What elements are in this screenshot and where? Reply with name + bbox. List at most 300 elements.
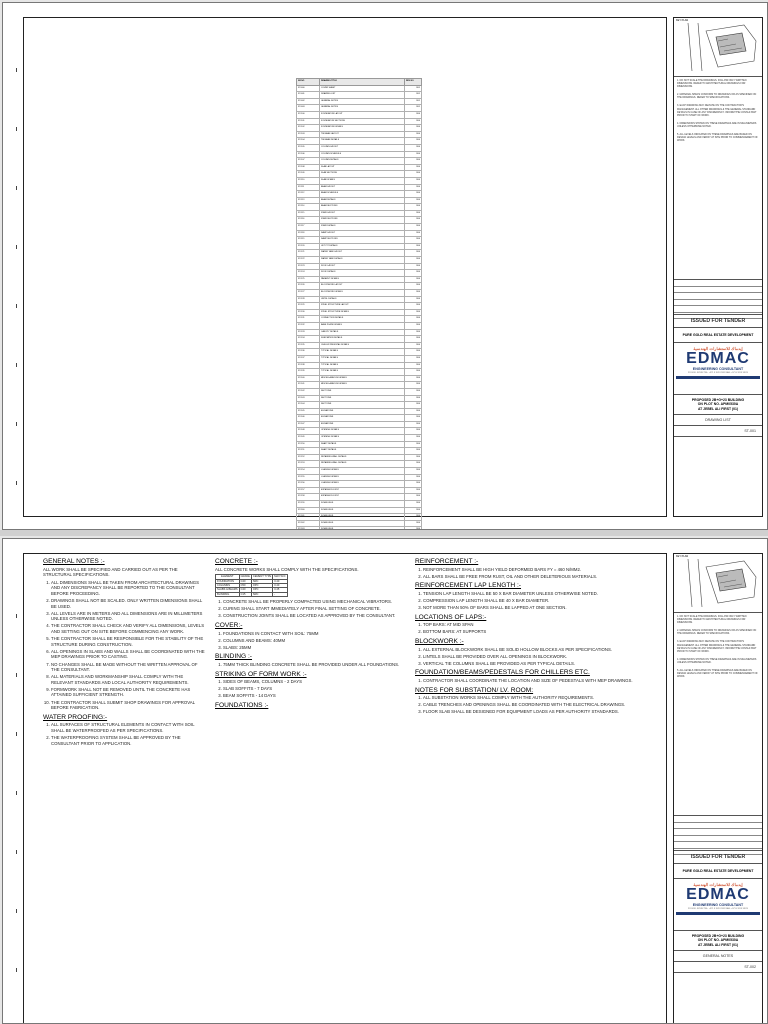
drawing-title-cell: WATER TANK LAYOUT: [320, 250, 405, 257]
table-row: [297, 224, 422, 231]
list-item: 2. ALL BARS SHALL BE FREE FROM RUST, OIL AND OTHER DELETERIOUS MATERIALS.: [423, 574, 661, 580]
drawing-title-cell: STAIR DETAILS: [320, 224, 405, 231]
drawing-list-body: [297, 85, 422, 530]
list-item: 2. COLUMNS AND BEAMS: 40MM: [223, 638, 403, 644]
water-proofing-list: [43, 722, 205, 746]
rev-no-cell: R00: [405, 263, 422, 270]
header-drawing-title: DRAWING TITLE: [320, 79, 405, 86]
drawing-title-cell: FOUNDATION SECTIONS: [320, 118, 405, 125]
drawing-title-cell: TIE BEAM DETAILS: [320, 138, 405, 145]
sr-no-cell: ST-113: [297, 197, 320, 204]
pedestals-list: [415, 678, 661, 684]
table-row: [297, 197, 422, 204]
sr-no-cell: ST-139: [297, 369, 320, 376]
table-cell: -: [273, 592, 287, 596]
drawing-title-cell: RETAINING WALL DETAILS: [320, 454, 405, 461]
table-cell: MAX W/C: [274, 575, 286, 579]
rev-no-cell: R00: [405, 276, 422, 283]
logo-bar: [676, 912, 760, 915]
table-row: [297, 408, 422, 415]
table-row: [297, 388, 422, 395]
list-item: 7. NO CHANGES SHALL BE MADE WITHOUT THE WRITTEN APPROVAL OF THE CONSULTANT.: [51, 662, 205, 673]
rev-no-cell: R00: [405, 316, 422, 323]
sr-no-cell: ST-147: [297, 421, 320, 428]
table-row: [297, 303, 422, 310]
sr-no-cell: ST-100: [297, 111, 320, 118]
sr-no-cell: ST-119: [297, 237, 320, 244]
sr-no-cell: ST-159: [297, 501, 320, 508]
drawing-title-cell: PARAPET DETAILS: [320, 276, 405, 283]
key-plan-label: KEY PLAN: [676, 555, 689, 558]
rev-no-cell: R00: [405, 296, 422, 303]
drawing-title-cell: SECTIONS: [320, 388, 405, 395]
blinding-heading: BLINDING :-: [215, 653, 253, 661]
table-cell: C50: [239, 584, 251, 588]
rev-no-cell: R00: [405, 309, 422, 316]
cover-list: [215, 631, 403, 651]
sr-no-cell: ST-141: [297, 382, 320, 389]
sr-no-cell: ST-112: [297, 191, 320, 198]
rev-no-cell: R00: [405, 111, 422, 118]
rev-no-cell: R00: [405, 191, 422, 198]
table-row: [297, 494, 422, 501]
sr-no-cell: ST-140: [297, 375, 320, 382]
table-row: [297, 92, 422, 99]
drawing-title: DRAWING LIST: [674, 415, 762, 426]
header-sr-no: SR.NO: [297, 79, 320, 86]
water-proofing-heading: WATER PROOFING:-: [43, 713, 108, 721]
note-4: 4. DIMENSIONS SHOWN ON THESE DRAWINGS ARE IN MILLIMETERS UNLESS OTHERWISE NOTED.: [677, 657, 757, 664]
table-row: [297, 487, 422, 494]
rev-no-cell: R00: [405, 243, 422, 250]
sr-no-cell: ST-120: [297, 243, 320, 250]
drawing-title-cell: ROOF LAYOUT: [320, 263, 405, 270]
note-5: 5. ALL LEVELS INDICATED ON THESE DRAWINGS ARE BASED ON DESIGN LEVELS AND VERIFY AT SITE PRIOR TO COMMENCEMENT OF WORK.: [677, 669, 758, 679]
sr-no-cell: ST-151: [297, 448, 320, 455]
concrete-list: [215, 599, 403, 619]
logo-name: EDMAC: [686, 350, 750, 367]
revision-table: [674, 280, 762, 315]
table-row: [297, 191, 422, 198]
table-cell: 0.45: [273, 588, 287, 592]
list-item: 3. CONSTRUCTION JOINTS SHALL BE LOCATED AS APPROVED BY THE CONSULTANT.: [223, 613, 403, 619]
concrete-intro: ALL CONCRETE WORKS SHALL COMPLY WITH THE SPECIFICATIONS.: [215, 566, 359, 572]
title-block-notes: [674, 77, 762, 280]
list-item: 2. DRAWINGS SHALL NOT BE SCALED. ONLY WRITTEN DIMENSIONS SHALL BE USED.: [51, 598, 205, 609]
project-line-2: ON PLOT NO. APM0530A: [697, 402, 739, 407]
rev-no-cell: R00: [405, 237, 422, 244]
rev-no-cell: R00: [405, 514, 422, 521]
rev-no-cell: R00: [405, 501, 422, 508]
sr-no-cell: ST-000: [297, 85, 320, 92]
drawing-sheet-1: [2, 2, 768, 530]
sr-no-cell: ST-149: [297, 435, 320, 442]
sr-no-cell: ST-108: [297, 164, 320, 171]
drawing-title-cell: SHAFT DETAILS: [320, 441, 405, 448]
revision-table: [674, 816, 762, 851]
sr-no-cell: ST-003: [297, 105, 320, 112]
issue-status: ISSUED FOR TENDER: [674, 851, 762, 864]
registration-marks: [16, 559, 22, 1024]
drawing-title-cell: STAIR LAYOUT: [320, 210, 405, 217]
list-item: 3. BEAM SOFFITS - 14 DAYS: [223, 693, 403, 699]
table-row: [297, 230, 422, 237]
rev-no-cell: R01: [405, 105, 422, 112]
list-item: 2. CABLE TRENCHES AND OPENINGS SHALL BE COORDINATED WITH THE ELECTRICAL DRAWINGS.: [423, 702, 661, 708]
lap-locations-list: [415, 622, 661, 635]
sr-no-cell: ST-115: [297, 210, 320, 217]
list-item: 3. ALL LEVELS ARE IN METERS AND ALL DIMENSIONS ARE IN MILLIMETERS UNLESS OTHERWISE NOTED.: [51, 611, 205, 622]
sr-no-cell: ST-110: [297, 177, 320, 184]
project-title: [674, 395, 762, 415]
table-row: [297, 243, 422, 250]
general-notes-list: [43, 580, 205, 711]
sr-no-cell: ST-104: [297, 138, 320, 145]
list-item: 1. TOP BARS: AT MID SPAN: [423, 622, 661, 628]
table-cell: GRADE: [240, 575, 250, 579]
drawing-title-cell: CHILLER PEDESTAL DETAILS: [320, 342, 405, 349]
header-rev-no: REV NO: [405, 79, 422, 86]
sr-no-cell: ST-128: [297, 296, 320, 303]
drawing-title-cell: STAIR SECTIONS: [320, 217, 405, 224]
table-cell: C40: [239, 588, 251, 592]
sr-no-cell: ST-129: [297, 303, 320, 310]
concrete-column: [215, 555, 403, 711]
drawing-title-cell: SHAFT DETAILS: [320, 448, 405, 455]
drawing-title-cell: SECTIONS: [320, 402, 405, 409]
drawing-title-cell: BEAM DETAILS: [320, 197, 405, 204]
drawing-title-cell: LIFT PIT DETAILS: [320, 243, 405, 250]
table-row: [297, 428, 422, 435]
sr-no-cell: ST-153: [297, 461, 320, 468]
table-row: [297, 382, 422, 389]
rev-no-cell: R00: [405, 171, 422, 178]
note-1: 1. DO NOT SCALE THE DRAWINGS. FOLLOW ONLY WRITTEN DIMENSIONS. REFER TO ARCHITECTURAL DRAWINGS FOR DIMENSIONS.: [677, 615, 747, 625]
sr-no-cell: ST-138: [297, 362, 320, 369]
striking-heading: STRIKING OF FORM WORK :-: [215, 670, 307, 678]
drawing-title-cell: LOADING DETAILS: [320, 481, 405, 488]
substation-heading: NOTES FOR SUBSTATION/ LV. ROOM:: [415, 686, 534, 694]
sr-no-cell: ST-111: [297, 184, 320, 191]
sr-no-cell: ST-156: [297, 481, 320, 488]
rev-no-cell: R00: [405, 520, 422, 527]
table-row: [297, 309, 422, 316]
table-cell: 0.40: [273, 584, 287, 588]
list-item: 1. FOUNDATIONS IN CONTACT WITH SOIL: 75MM: [223, 631, 403, 637]
substation-list: [415, 695, 661, 715]
logo-contact: PO BOX: XXXXX TEL: +971 X XXX XXXX FAX: +971 X XXX XXXX: [688, 372, 748, 374]
striking-list: [215, 679, 403, 699]
table-row: [297, 111, 422, 118]
rev-no-cell: R00: [405, 408, 422, 415]
table-row: [297, 118, 422, 125]
drawing-frame: [23, 17, 667, 524]
drawing-title-cell: SCHEDULES: [320, 507, 405, 514]
table-row: [297, 125, 422, 132]
list-item: 1. ALL DIMENSIONS SHALL BE TAKEN FROM ARCHITECTURAL DRAWINGS AND ANY DISCREPANCY SHALL BE REPORTED TO THE CONSULTANT BEFORE PROCEEDING.: [51, 580, 205, 597]
sr-no-cell: ST-109: [297, 171, 320, 178]
drawing-title-cell: ELEVATIONS: [320, 408, 405, 415]
table-row: [297, 184, 422, 191]
rev-no-cell: R00: [405, 177, 422, 184]
sr-no-cell: ST-114: [297, 204, 320, 211]
sr-no-cell: ST-134: [297, 336, 320, 343]
list-item: 3. SLABS: 25MM: [223, 645, 403, 651]
table-cell: SRC: [251, 592, 272, 596]
logo-subtitle: ENGINEERING CONSULTANT: [692, 367, 744, 371]
table-row: [297, 177, 422, 184]
sr-no-cell: ST-118: [297, 230, 320, 237]
table-row: [297, 375, 422, 382]
list-item: 1. REINFORCEMENT SHALL BE HIGH YIELD DEFORMED BARS FY = 460 N/MM2.: [423, 567, 661, 573]
sr-no-cell: ST-131: [297, 316, 320, 323]
list-item: 1. CONTRACTOR SHALL COORDINATE THE LOCATION AND SIZE OF PEDESTALS WITH MEP DRAWINGS.: [423, 678, 661, 684]
sr-no-cell: ST-117: [297, 224, 320, 231]
drawing-list-table: [296, 78, 422, 530]
table-row: [297, 441, 422, 448]
drawing-title-cell: LOADING DETAILS: [320, 474, 405, 481]
drawing-title-cell: RAMP LAYOUT: [320, 230, 405, 237]
logo-contact: PO BOX: XXXXX TEL: +971 X XXX XXXX FAX: +971 X XXX XXXX: [688, 908, 748, 910]
table-row: [297, 257, 422, 264]
blinding-list: [215, 662, 403, 668]
rev-no-cell: R00: [405, 474, 422, 481]
drawing-title-cell: MISCELLANEOUS DETAILS: [320, 375, 405, 382]
table-cell: CEMENT TYPE: [252, 575, 272, 579]
rev-no-cell: R00: [405, 151, 422, 158]
rev-no-cell: R01: [405, 98, 422, 105]
sr-no-cell: ST-106: [297, 151, 320, 158]
key-plan: [674, 18, 762, 77]
rev-no-cell: R00: [405, 230, 422, 237]
sr-no-cell: ST-127: [297, 290, 320, 297]
rev-no-cell: R00: [405, 131, 422, 138]
blockwork-heading: BLOCKWORK :-: [415, 637, 464, 645]
general-notes-column: [43, 555, 205, 748]
rev-no-cell: R00: [405, 507, 422, 514]
sr-no-cell: ST-132: [297, 322, 320, 329]
drawing-title-cell: COLUMN LAYOUT: [320, 144, 405, 151]
general-notes-intro: ALL WORK SHALL BE SPECIFIED AND CARRIED OUT AS PER THE STRUCTURAL SPECIFICATIONS.: [43, 566, 178, 578]
rev-no-cell: R00: [405, 369, 422, 376]
drawing-title-cell: EXPANSION JOINT: [320, 494, 405, 501]
table-row: [297, 395, 422, 402]
table-row: [297, 158, 422, 165]
table-row: [297, 415, 422, 422]
drawing-title-cell: DRAWING LIST: [320, 92, 405, 99]
list-item: 1. SIDES OF BEAMS, COLUMNS - 2 DAYS: [223, 679, 403, 685]
general-notes-heading: GENERAL NOTES :-: [43, 558, 105, 565]
client-name: PURE GOLD REAL ESTATE DEVELOPMENT: [674, 328, 762, 343]
drawing-sheet-2: [2, 538, 768, 1024]
rev-no-cell: R00: [405, 454, 422, 461]
table-row: [297, 290, 422, 297]
table-row: [297, 276, 422, 283]
list-item: 1. ALL SURFACES OF STRUCTURAL ELEMENTS IN CONTACT WITH SOIL SHALL BE WATERPROOFED AS PER SPECIFICATIONS.: [51, 722, 205, 733]
drawing-title-cell: TYPICAL DETAILS: [320, 349, 405, 356]
concrete-table: [215, 574, 288, 597]
table-row: [297, 507, 422, 514]
table-cell: COLUMNS: [216, 584, 240, 588]
table-row: [297, 474, 422, 481]
rev-no-cell: R00: [405, 435, 422, 442]
issue-status: ISSUED FOR TENDER: [674, 315, 762, 328]
table-row: [297, 481, 422, 488]
sr-no-cell: ST-144: [297, 402, 320, 409]
table-row: [297, 296, 422, 303]
table-row: [297, 435, 422, 442]
drawing-title-cell: BLOCKWORK LAYOUT: [320, 283, 405, 290]
drawing-title-cell: SECTIONS: [320, 395, 405, 402]
sr-no-cell: ST-124: [297, 270, 320, 277]
drawing-title-cell: SLAB LAYOUT: [320, 164, 405, 171]
note-2: 2. MATERIAL SPECS CONFORM TO DRAWINGS OR AS SPECIFIED ON THE DRAWINGS. REFER TO SPECIFICATIONS.: [677, 93, 757, 100]
list-item: 2. CURING SHALL START IMMEDIATELY AFTER FINAL SETTING OF CONCRETE.: [223, 606, 403, 612]
drawing-title: GENERAL NOTES: [674, 951, 762, 962]
rev-no-cell: R00: [405, 448, 422, 455]
sr-no-cell: ST-105: [297, 144, 320, 151]
drawing-title-cell: BEAM SCHEDULE: [320, 191, 405, 198]
key-plan-graphic: [684, 21, 760, 73]
drawing-title-cell: OPENING DETAILS: [320, 428, 405, 435]
drawing-title-cell: SCHEDULES: [320, 501, 405, 508]
sr-no-cell: ST-146: [297, 415, 320, 422]
table-row: [297, 98, 422, 105]
list-item: 3. NOT MORE THAN 50% OF BARS SHALL BE LAPPED AT ONE SECTION.: [423, 605, 661, 611]
sr-no-cell: ST-116: [297, 217, 320, 224]
table-row: [297, 171, 422, 178]
rev-no-cell: R00: [405, 382, 422, 389]
table-cell: C40: [239, 579, 251, 583]
table-row: [297, 461, 422, 468]
sr-no-cell: ST-160: [297, 507, 320, 514]
note-1: 1. DO NOT SCALE THE DRAWINGS. FOLLOW ONLY WRITTEN DIMENSIONS. REFER TO ARCHITECTURAL DRAWINGS FOR DIMENSIONS.: [677, 79, 747, 89]
table-row: [216, 592, 288, 596]
rev-no-cell: R00: [405, 118, 422, 125]
rev-no-cell: R00: [405, 322, 422, 329]
table-row: [297, 263, 422, 270]
table-row: [297, 105, 422, 112]
table-row: [297, 342, 422, 349]
rev-no-cell: R00: [405, 388, 422, 395]
list-item: 2. BOTTOM BARS: AT SUPPORTS: [423, 629, 661, 635]
drawing-title-cell: ELEVATIONS: [320, 421, 405, 428]
sr-no-cell: ST-122: [297, 257, 320, 264]
drawing-title-cell: COLUMN DETAILS: [320, 158, 405, 165]
lap-locations-heading: LOCATIONS OF LAPS:-: [415, 613, 487, 621]
table-row: [297, 144, 422, 151]
rev-no-cell: R00: [405, 290, 422, 297]
table-row: [297, 402, 422, 409]
key-plan-label: KEY PLAN: [676, 19, 689, 22]
drawing-title-cell: SLAB SECTIONS: [320, 171, 405, 178]
note-2: 2. MATERIAL SPECS CONFORM TO DRAWINGS OR AS SPECIFIED ON THE DRAWINGS. REFER TO SPECIFICATIONS.: [677, 629, 757, 636]
rev-no-cell: R00: [405, 395, 422, 402]
sr-no-cell: ST-001: [297, 92, 320, 99]
drawing-title-cell: RAMP SECTIONS: [320, 237, 405, 244]
page-separator: [0, 530, 768, 536]
foundations-heading: FOUNDATIONS :-: [215, 701, 269, 709]
drawing-title-cell: SLAB DETAILS: [320, 177, 405, 184]
rev-no-cell: R00: [405, 468, 422, 475]
sr-no-cell: ST-155: [297, 474, 320, 481]
drawing-title-cell: LOADING DETAILS: [320, 468, 405, 475]
rev-no-cell: R00: [405, 329, 422, 336]
drawing-title-cell: CANOPY DETAILS: [320, 329, 405, 336]
list-item: 1. CONCRETE SHALL BE PROPERLY COMPACTED USING MECHANICAL VIBRATORS.: [223, 599, 403, 605]
table-row: [297, 468, 422, 475]
rev-no-cell: R00: [405, 250, 422, 257]
consultant-logo: [674, 343, 762, 395]
logo-arabic-text: إيدماك للاستشارات الهندسية: [693, 346, 743, 351]
rev-no-cell: R00: [405, 204, 422, 211]
table-row: [297, 421, 422, 428]
list-item: 9. FORMWORK SHALL NOT BE REMOVED UNTIL THE CONCRETE HAS ATTAINED SUFFICIENT STRENGTH.: [51, 687, 205, 698]
logo-bar: [676, 376, 760, 379]
drawing-title-cell: WATER TANK DETAILS: [320, 257, 405, 264]
sr-no-cell: ST-102: [297, 125, 320, 132]
drawing-title-cell: BASE PLATE DETAILS: [320, 322, 405, 329]
drawing-title-cell: EXPANSION JOINT: [320, 487, 405, 494]
drawing-title-cell: CONNECTION DETAILS: [320, 316, 405, 323]
table-row: [297, 355, 422, 362]
table-row: [297, 270, 422, 277]
drawing-title-cell: TYPICAL DETAILS: [320, 369, 405, 376]
rev-no-cell: R00: [405, 210, 422, 217]
table-row: [297, 336, 422, 343]
drawing-title-cell: SCHEDULES: [320, 520, 405, 527]
sr-no-cell: ST-162: [297, 520, 320, 527]
table-row: [297, 322, 422, 329]
rev-no-cell: R00: [405, 461, 422, 468]
reinforcement-heading: REINFORCEMENT :-: [415, 558, 479, 565]
logo-subtitle: ENGINEERING CONSULTANT: [692, 903, 744, 907]
drawing-title-cell: MISCELLANEOUS DETAILS: [320, 382, 405, 389]
table-row: [297, 283, 422, 290]
table-row: [297, 316, 422, 323]
drawing-title-cell: COLUMN SCHEDULE: [320, 151, 405, 158]
key-plan-graphic: [684, 557, 760, 609]
sr-no-cell: ST-130: [297, 309, 320, 316]
rev-no-cell: R00: [405, 402, 422, 409]
table-row: [297, 250, 422, 257]
sr-no-cell: ST-158: [297, 494, 320, 501]
sr-no-cell: ST-103: [297, 131, 320, 138]
rev-no-cell: R00: [405, 441, 422, 448]
sr-no-cell: ST-137: [297, 355, 320, 362]
sr-no-cell: ST-123: [297, 263, 320, 270]
drawing-title-cell: SUBSTATION DETAILS: [320, 336, 405, 343]
rev-no-cell: R00: [405, 164, 422, 171]
sr-no-cell: ST-148: [297, 428, 320, 435]
table-row: [297, 520, 422, 527]
rev-no-cell: R00: [405, 487, 422, 494]
rev-no-cell: R00: [405, 355, 422, 362]
drawing-title-cell: OPENING DETAILS: [320, 435, 405, 442]
rev-no-cell: R00: [405, 217, 422, 224]
project-line-2: ON PLOT NO. APM0530A: [697, 938, 739, 943]
sr-no-cell: ST-152: [297, 454, 320, 461]
list-item: 3. VERTICAL TIE COLUMNS SHALL BE PROVIDED AS PER TYPICAL DETAILS.: [423, 661, 661, 667]
rev-no-cell: R00: [405, 481, 422, 488]
sr-no-cell: ST-125: [297, 276, 320, 283]
drawing-title-cell: FOUNDATION LAYOUT: [320, 111, 405, 118]
cover-heading: COVER:-: [215, 622, 243, 629]
list-item: 6. ALL OPENINGS IN SLABS AND WALLS SHALL BE COORDINATED WITH THE MEP DRAWINGS PRIOR TO CASTING.: [51, 649, 205, 660]
list-item: 8. ALL MATERIALS AND WORKMANSHIP SHALL COMPLY WITH THE RELEVANT STANDARDS AND LOCAL AUTHORITY REQUIREMENTS.: [51, 674, 205, 685]
table-row: [297, 454, 422, 461]
drawing-title-cell: TIE BEAM LAYOUT: [320, 131, 405, 138]
